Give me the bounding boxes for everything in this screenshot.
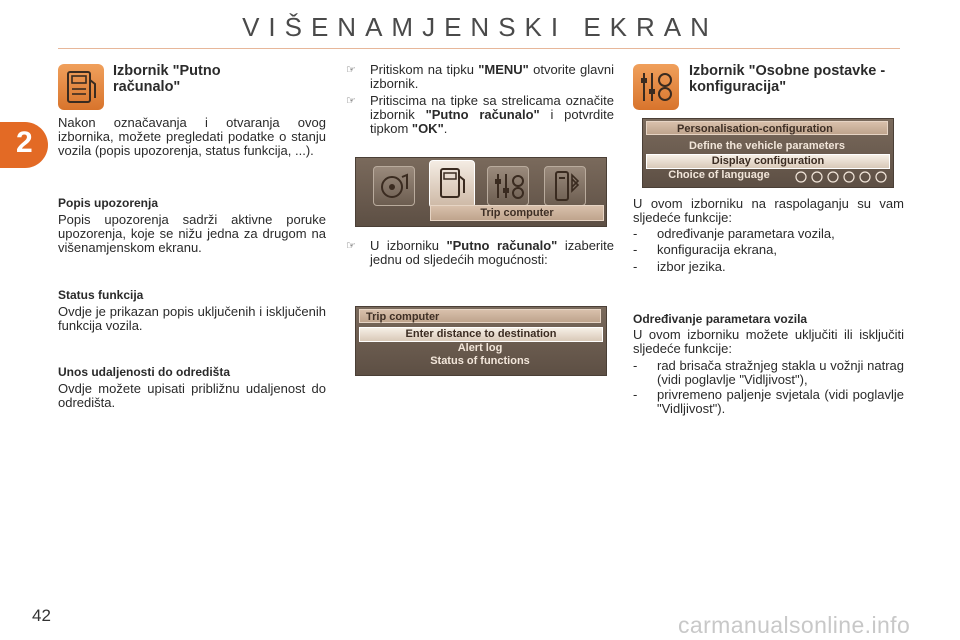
display-configuration-option: Display configuration xyxy=(646,154,890,169)
pointer-icon: ☞ xyxy=(346,64,356,76)
trip-computer-tile xyxy=(429,160,475,208)
enter-distance-option: Enter distance to destination xyxy=(359,327,603,342)
list-item: - rad brisača stražnjeg stakla u vožnji natrag (vidi poglavlje "Vidljivost"), xyxy=(633,358,904,387)
list-item: - konfiguracija ekrana, xyxy=(633,242,777,257)
configuration-intro: U ovom izborniku na raspolaganju su vam sljedeće funkcije: xyxy=(633,196,904,225)
status-functions-option: Status of functions xyxy=(430,355,530,367)
vehicle-parameters-text: U ovom izborniku možete uključiti ili isključiti sljedeće funkcije: xyxy=(633,327,904,356)
vehicle-parameters-title: Određivanje parametara vozila xyxy=(633,312,808,326)
page-number: 42 xyxy=(32,606,51,625)
distance-text: Ovdje možete upisati približnu udaljenost do odredišta. xyxy=(58,381,326,410)
trip-computer-screen-title: Trip computer xyxy=(359,309,601,323)
watermark: carmanualsonline.info xyxy=(678,612,911,638)
configuration-menu-tile xyxy=(487,166,529,206)
main-menu-screen xyxy=(355,157,607,227)
trip-computer-screen xyxy=(355,306,607,376)
list-item: - izbor jezika. xyxy=(633,259,726,274)
configuration-heading: Izbornik "Osobne postavke - konfiguracija" xyxy=(689,63,886,95)
status-functions-title: Status funkcija xyxy=(58,288,144,302)
status-functions-text: Ovdje je prikazan popis uključenih i isključenih funkcija vozila. xyxy=(58,304,326,333)
trip-computer-icon xyxy=(58,64,104,110)
pointer-icon: ☞ xyxy=(346,240,356,252)
alert-log-title: Popis upozorenja xyxy=(58,196,159,210)
personalisation-screen-title: Personalisation-configuration xyxy=(646,121,888,135)
configuration-icon xyxy=(633,64,679,110)
page-title: VIŠENAMJENSKI EKRAN xyxy=(242,12,718,42)
pointer-icon: ☞ xyxy=(346,95,356,107)
trip-computer-label: Trip computer xyxy=(430,205,604,221)
multimedia-menu-tile xyxy=(373,166,415,206)
list-item: - određivanje parametara vozila, xyxy=(633,226,835,241)
personalisation-screen xyxy=(642,118,894,188)
vehicle-parameters-option: Define the vehicle parameters xyxy=(689,140,845,152)
trip-computer-intro: Nakon označavanja i otvaranja ovog izbornika, možete pregledati podatke o stanju vozila (popis upozorenja, status funkcija, ...). xyxy=(58,115,326,158)
trip-computer-heading: Izbornik "Putno računalo" xyxy=(113,63,221,95)
title-divider xyxy=(58,48,900,49)
instruction-choose: ☞ U izborniku "Putno računalo" izaberite jednu od sljedećih mogućnosti: xyxy=(346,238,614,267)
instruction-menu: ☞ Pritiskom na tipku "MENU" otvorite glavni izbornik. xyxy=(346,62,614,91)
list-item: - privremeno paljenje svjetala (vidi poglavlje "Vidljivost"). xyxy=(633,387,904,416)
telephone-menu-tile xyxy=(544,166,586,206)
alert-log-text: Popis upozorenja sadrži aktivne poruke upozorenja, koje se nižu jedna za drugom na višenamjenskom ekranu. xyxy=(58,212,326,255)
distance-title: Unos udaljenosti do odredišta xyxy=(58,365,231,379)
instruction-select: ☞ Pritiscima na tipke sa strelicama označite izbornik "Putno računalo" i potvrdite tipkom "OK". xyxy=(346,93,614,136)
chapter-number: 2 xyxy=(16,126,33,159)
alert-log-option: Alert log xyxy=(457,342,503,354)
choice-of-language-option: Choice of language xyxy=(668,169,770,181)
language-flag-icons xyxy=(795,170,887,182)
